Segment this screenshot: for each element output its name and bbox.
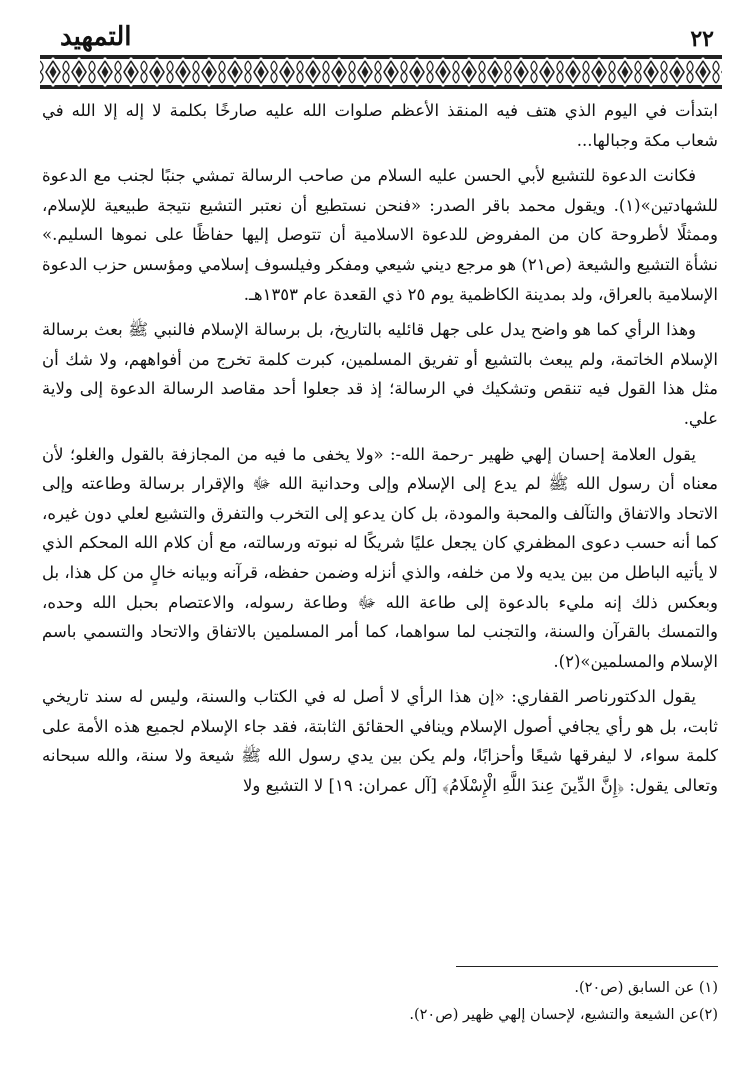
paragraph-2: فكانت الدعوة للتشيع لأبي الحسن عليه السلام من صاحب الرسالة تمشي جنبًا لجنب مع الدعوة للشهادتين»(١). ويقول محمد باقر الصدر: «فنحن نستطيع أن نعتبر التشيع نتيجة طبيعية للإسلام، وممثلًا لأطروحة كان من المفروض للدعوة الاسلامية أن تتوصل إليها حفاظًا على نموها السليم.» نشأة التشيع والشيعة (ص٢١) هو مرجع ديني شيعي ومفكر وفيلسوف إسلامي ومؤسس حزب الدعوة الإسلامية بالعراق، ولد بمدينة الكاظمية يوم ٢٥ ذي القعدة عام ١٣٥٣هـ. (42, 166, 718, 304)
paragraph-4: يقول العلامة إحسان إلهي ظهير -رحمة الله-: «ولا يخفى ما فيه من المجازفة بالقول والغلو؛ لأن معناه أن رسول الله ﷺ لم يدع إلى الإسلام وإلى وحدانية الله ﷻ والإقرار برسالة وطاعته وإلى الاتحاد والاتفاق والتآلف والمحبة والمودة، بل كان يدعو إلى التخرب والتفرق والتشيع لعلي دون غيره، كما أنه حسب دعوى المظفري كان يجعل عليًا شريكًا له نبوته ورسالته، مع أن كلام الله المحكم الذي لا يأتيه الباطل من بين يديه ولا من خلفه، والذي أنزله وضمن حفظه، قرآنه وبيانه خالٍ من كل هذا، بل وبعكس ذلك إنه مليء بالدعوة إلى طاعة الله ﷻ وطاعة رسوله، والاعتصام بحبل الله وحده، والتمسك بالقرآن والسنة، والتجنب لما سواهما، كما أمر المسلمين بالاتفاق والاتحاد والتسمي باسم الإسلام والمسلمين»(٢). (42, 444, 718, 671)
footnote-2: (٢)عن الشيعة والتشيع، لإحسان إلهي ظهير (ص٢٠). (409, 1007, 718, 1023)
paragraph-5: يقول الدكتورناصر القفاري: «إن هذا الرأي لا أصل له في الكتاب والسنة، وليس له سند تاريخي ثابت، بل هو رأي يجافي أصول الإسلام وينافي الحقائق الثابتة، فقد جاء الإسلام لجميع هذه الأمة على كلمة سواء، لا ليفرقها شيعًا وأحزابًا، ولم يكن بين يدي رسول الله ﷺ شيعة ولا سنة، والله سبحانه وتعالى يقول: ﴿إِنَّ الدِّينَ عِندَ اللَّهِ الْإِسْلَامُ﴾ [آل عمران: ١٩] لا التشيع ولا (42, 687, 718, 796)
footnote-separator (456, 966, 718, 967)
page-number: ٢٢ (690, 26, 714, 52)
running-title: التمهيد (60, 22, 132, 52)
paragraph-3: وهذا الرأي كما هو واضح يدل على جهل قائليه بالتاريخ، بل برسالة الإسلام فالنبي ﷺ بعث برسالة الإسلام الخاتمة، ولم يبعث بالتشيع أو تفريق المسلمين، كبرت كلمة تخرج من أفواههم، ولا شك أن مثل هذا القول فيه تنقص وتشكيك في الرسالة؛ إذ قد جعلوا أحد مقاصد الرسالة الدعوة إلى ولاية علي. (42, 320, 718, 428)
footnote-1: (١) عن السابق (ص٢٠). (574, 980, 718, 996)
footnotes (42, 975, 718, 1029)
main-text (42, 96, 718, 807)
header-ornament-border (40, 55, 722, 89)
paragraph-1: ابتدأت في اليوم الذي هتف فيه المنقذ الأعظم صلوات الله عليه صارخًا بكلمة لا إله إلا الله في شعاب مكة وجبالها... (42, 101, 718, 150)
page-header (40, 22, 720, 58)
